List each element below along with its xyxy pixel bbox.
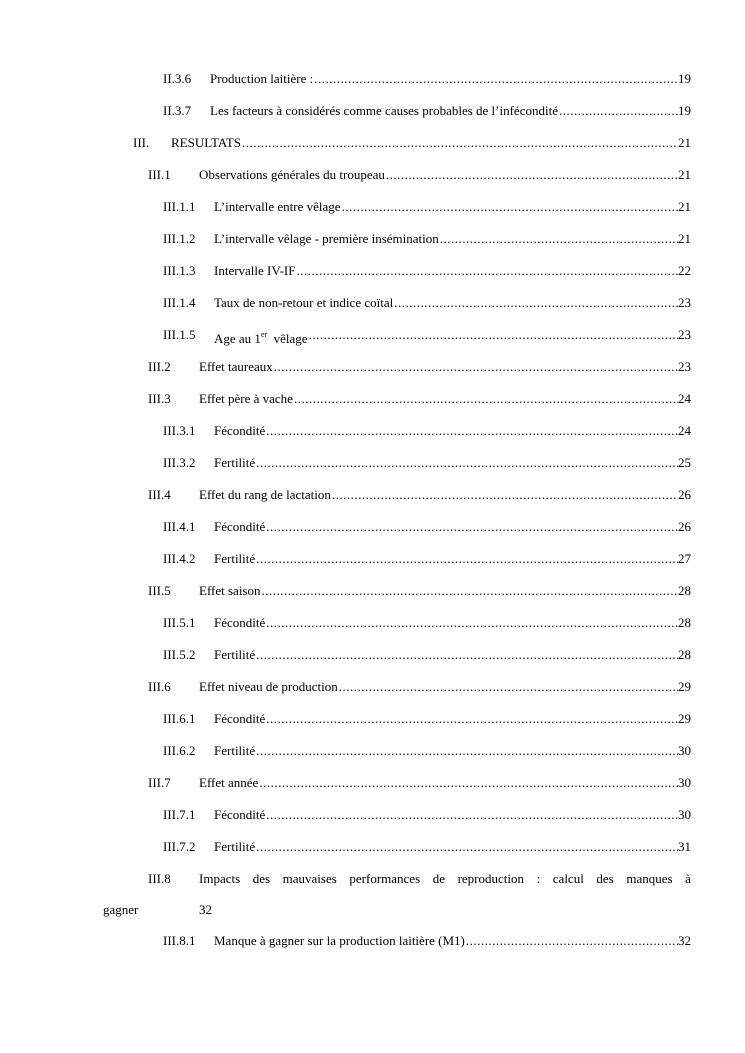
toc-entry[interactable] (0, 390, 745, 408)
entry-number: III. (133, 135, 150, 150)
dot-leader (266, 806, 678, 824)
title-word: des (596, 871, 614, 886)
dot-leader (466, 932, 678, 950)
entry-number: III.8 (148, 871, 171, 886)
entry-number: III.7.1 (163, 807, 196, 822)
entry-page: 28 (678, 615, 691, 630)
dot-leader (332, 486, 678, 504)
entry-title: Fertilité (214, 839, 256, 854)
dot-leader (256, 550, 678, 568)
title-word: des (252, 871, 271, 886)
entry-page: 19 (678, 71, 691, 86)
title-word: Impacts (199, 871, 241, 886)
entry-title: Fécondité (214, 423, 266, 438)
toc-entry[interactable] (0, 454, 745, 472)
title-word: : (536, 871, 541, 886)
entry-page: 21 (678, 135, 691, 150)
toc-entry[interactable] (0, 838, 745, 856)
entry-number: III.3 (148, 391, 171, 406)
entry-title: Fécondité (214, 519, 266, 534)
entry-page: 19 (678, 103, 691, 118)
entry-title: Fertilité (214, 551, 256, 566)
toc-entry[interactable] (0, 198, 745, 216)
entry-page: 24 (678, 423, 691, 438)
entry-number: III.5 (148, 583, 171, 598)
entry-number: III.8.1 (163, 933, 196, 948)
entry-page: 21 (678, 167, 691, 182)
dot-leader (294, 390, 678, 408)
entry-page: 32 (199, 902, 212, 917)
entry-title: Production laitière : (210, 71, 314, 86)
dot-leader (386, 166, 678, 184)
entry-page: 24 (678, 391, 691, 406)
toc-entry[interactable] (0, 646, 745, 664)
entry-title: L’intervalle entre vêlage (214, 199, 341, 214)
dot-leader (266, 518, 678, 536)
entry-number: III.3.2 (163, 455, 196, 470)
entry-number: III.1.3 (163, 263, 196, 278)
entry-title: Fécondité (214, 807, 266, 822)
entry-title: Fertilité (214, 455, 256, 470)
entry-page: 30 (678, 775, 691, 790)
entry-number: III.2 (148, 359, 171, 374)
entry-number: III.1.1 (163, 199, 196, 214)
toc-entry[interactable] (0, 102, 745, 120)
title-word: manques (626, 871, 673, 886)
dot-leader (256, 742, 678, 760)
toc-entry[interactable] (0, 932, 745, 950)
entry-title-line1 (199, 870, 691, 888)
toc-entry[interactable] (0, 870, 745, 917)
entry-title: Effet père à vache (199, 391, 293, 406)
toc-entry[interactable] (0, 486, 745, 504)
entry-title: Fécondité (214, 615, 266, 630)
dot-leader (256, 454, 678, 472)
entry-title: Fécondité (214, 711, 266, 726)
toc-entry[interactable] (0, 806, 745, 824)
entry-number: III.4.2 (163, 551, 196, 566)
toc-entry[interactable] (0, 678, 745, 696)
dot-leader (559, 102, 678, 120)
entry-title: L’intervalle vêlage - première insémination (214, 231, 439, 246)
entry-title-post: vêlage (273, 331, 308, 346)
entry-page: 22 (678, 263, 691, 278)
toc-entry[interactable] (0, 134, 745, 152)
entry-number: III.1.4 (163, 295, 196, 310)
dot-leader (266, 710, 678, 728)
entry-number: III.3.1 (163, 423, 196, 438)
entry-page: 21 (678, 231, 691, 246)
entry-number: III.1.2 (163, 231, 196, 246)
entry-number: III.1 (148, 167, 171, 182)
entry-page: 32 (678, 933, 691, 948)
dot-leader (256, 646, 678, 664)
entry-number: II.3.7 (163, 103, 192, 118)
toc-entry[interactable] (0, 742, 745, 760)
entry-page: 26 (678, 487, 691, 502)
toc-entry[interactable] (0, 422, 745, 440)
entry-page: 29 (678, 679, 691, 694)
toc-entry[interactable] (0, 262, 745, 280)
entry-title: Taux de non-retour et indice coïtal (214, 295, 394, 310)
dot-leader (296, 262, 678, 280)
toc-entry[interactable] (0, 518, 745, 536)
entry-title: Manque à gagner sur la production laitière (M1) (214, 933, 465, 948)
entry-page: 31 (678, 839, 691, 854)
entry-number: III.5.2 (163, 647, 196, 662)
dot-leader (259, 774, 678, 792)
entry-title: RESULTATS (171, 135, 241, 150)
entry-number: III.7 (148, 775, 171, 790)
entry-page: 27 (678, 551, 691, 566)
entry-number: III.6 (148, 679, 171, 694)
dot-leader (309, 326, 678, 344)
entry-title-line2: gagner (103, 902, 139, 917)
toc-entry[interactable] (0, 166, 745, 184)
entry-page: 23 (678, 359, 691, 374)
entry-page: 29 (678, 711, 691, 726)
entry-title: Effet niveau de production (199, 679, 338, 694)
title-word: mauvaises (282, 871, 337, 886)
entry-number: III.7.2 (163, 839, 196, 854)
entry-page: 28 (678, 583, 691, 598)
entry-page: 28 (678, 647, 691, 662)
dot-leader (394, 294, 678, 312)
entry-number: III.4 (148, 487, 171, 502)
dot-leader (339, 678, 678, 696)
dot-leader (262, 582, 679, 600)
toc-entry[interactable] (0, 230, 745, 248)
toc-entry[interactable] (0, 358, 745, 376)
entry-title: Effet du rang de lactation (199, 487, 331, 502)
toc-entry[interactable] (0, 582, 745, 600)
entry-title: Effet taureaux (199, 359, 273, 374)
toc-entry[interactable] (0, 774, 745, 792)
ordinal-superscript: er (260, 330, 268, 339)
dot-leader (256, 838, 678, 856)
entry-title: Les facteurs à considérés comme causes probables de l’infécondité (210, 103, 558, 118)
dot-leader (342, 198, 678, 216)
entry-number: III.6.1 (163, 711, 196, 726)
title-word: calcul (552, 871, 584, 886)
entry-page: 23 (678, 327, 691, 342)
entry-number: III.5.1 (163, 615, 196, 630)
title-word: de (432, 871, 445, 886)
entry-title: Effet saison (199, 583, 261, 598)
dot-leader (242, 134, 678, 152)
toc-entry[interactable] (0, 710, 745, 728)
entry-title-pre: Age au 1 (214, 331, 261, 346)
dot-leader (266, 614, 678, 632)
entry-number: III.1.5 (163, 327, 196, 342)
entry-title: Fertilité (214, 743, 256, 758)
entry-page: 26 (678, 519, 691, 534)
entry-page: 21 (678, 199, 691, 214)
title-word: performances (349, 871, 421, 886)
dot-leader (274, 358, 678, 376)
entry-title: Effet année (199, 775, 259, 790)
entry-number: III.6.2 (163, 743, 196, 758)
entry-page: 23 (678, 295, 691, 310)
entry-title: Fertilité (214, 647, 256, 662)
toc-entry[interactable] (0, 294, 745, 312)
entry-page: 30 (678, 743, 691, 758)
entry-page: 25 (678, 455, 691, 470)
entry-page: 30 (678, 807, 691, 822)
entry-title: Intervalle IV-IF (214, 263, 296, 278)
title-word: reproduction (457, 871, 524, 886)
toc-entry[interactable] (0, 326, 745, 344)
toc-entry[interactable] (0, 70, 745, 88)
dot-leader (440, 230, 678, 248)
toc-entry[interactable] (0, 550, 745, 568)
entry-title: Observations générales du troupeau (199, 167, 385, 182)
dot-leader (314, 70, 678, 88)
entry-number: II.3.6 (163, 71, 192, 86)
entry-title (214, 326, 309, 344)
toc-entry[interactable] (0, 614, 745, 632)
entry-number: III.4.1 (163, 519, 196, 534)
dot-leader (266, 422, 678, 440)
title-word: à (685, 871, 691, 886)
